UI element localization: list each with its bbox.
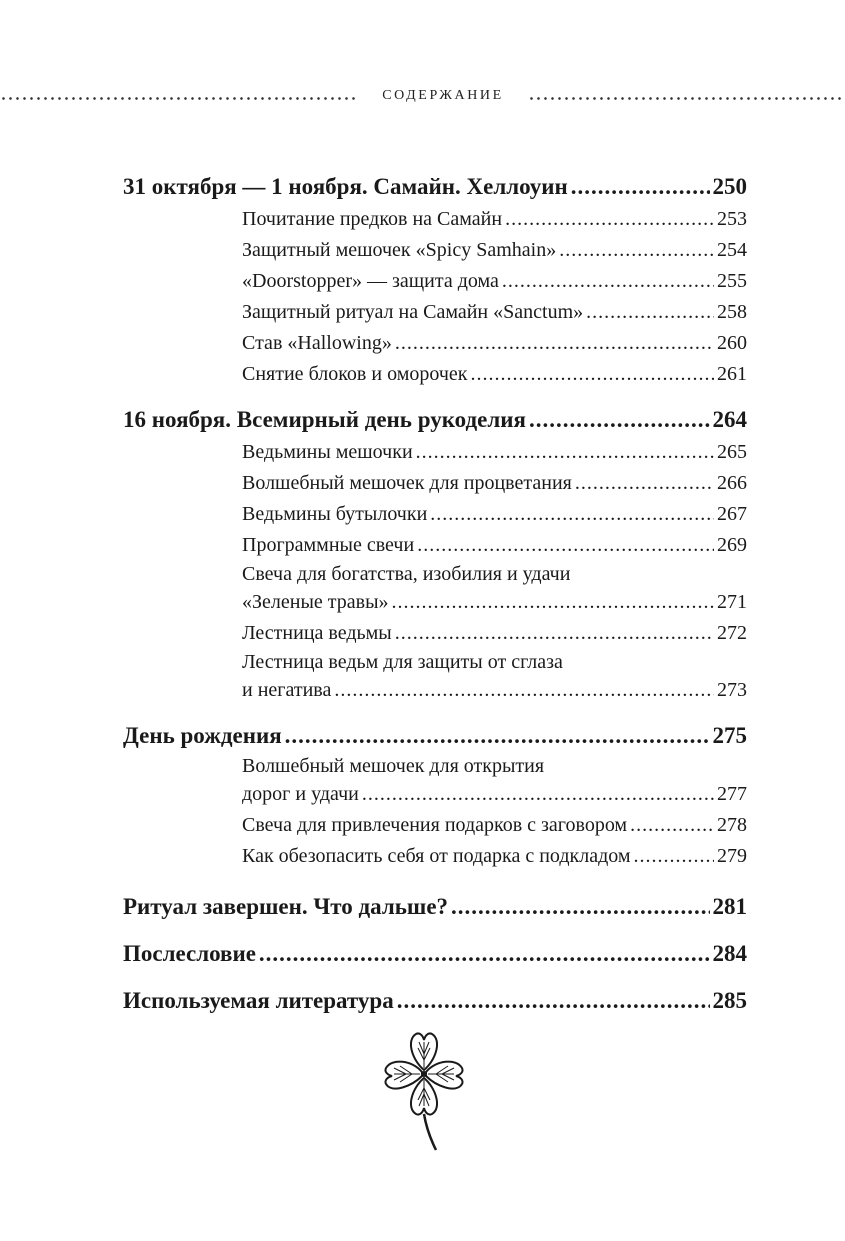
toc-entry-first-line xyxy=(242,753,747,779)
toc-page-number: 261 xyxy=(717,363,747,385)
toc-page-number: 266 xyxy=(717,472,747,494)
toc-entry[interactable] xyxy=(242,359,747,390)
toc-page-number: 253 xyxy=(717,208,747,230)
dot-leader xyxy=(430,499,714,530)
toc-entry-title-line1: Волшебный мешочек для открытия xyxy=(242,755,545,777)
toc-entry[interactable] xyxy=(242,675,747,706)
dot-leader xyxy=(395,618,714,649)
four-leaf-clover-icon xyxy=(382,1030,466,1156)
toc-entry[interactable] xyxy=(242,499,747,530)
dot-leader xyxy=(397,984,710,1018)
toc-entry[interactable] xyxy=(242,618,747,649)
dot-leader xyxy=(634,841,714,872)
toc-section-craft-day[interactable] xyxy=(123,403,747,437)
toc-page-number: 250 xyxy=(712,174,747,199)
table-of-contents xyxy=(123,170,747,1018)
toc-entry-title: Лестница ведьмы xyxy=(242,622,392,644)
toc-entry-title: Почитание предков на Самайн xyxy=(242,208,503,230)
toc-entry-title: Ведьмины мешочки xyxy=(242,441,413,463)
toc-page-number: 258 xyxy=(717,301,747,323)
toc-entry[interactable] xyxy=(242,235,747,266)
toc-entry[interactable] xyxy=(242,437,747,468)
toc-section-references[interactable] xyxy=(123,984,747,1018)
toc-section-birthday[interactable] xyxy=(123,719,747,753)
toc-entry-title: Снятие блоков и оморочек xyxy=(242,363,468,385)
dot-leader xyxy=(586,297,714,328)
toc-entry-title: Защитный ритуал на Самайн «Sanctum» xyxy=(242,301,584,323)
toc-entry[interactable] xyxy=(242,530,747,561)
dot-leader xyxy=(451,890,709,924)
running-header-title: СОДЕРЖАНИЕ xyxy=(382,88,504,103)
toc-page-number: 267 xyxy=(717,503,747,525)
toc-page-number: 273 xyxy=(717,679,747,701)
toc-page-number: 285 xyxy=(712,988,747,1013)
toc-section-title: 31 октября — 1 ноября. Самайн. Хеллоуин xyxy=(123,174,568,199)
dot-leader xyxy=(575,468,714,499)
toc-page-number: 278 xyxy=(717,814,747,836)
dot-leader xyxy=(362,779,714,810)
toc-page-number: 271 xyxy=(717,591,747,613)
toc-entry[interactable] xyxy=(242,779,747,810)
toc-section-title: Используемая литература xyxy=(123,988,394,1013)
toc-entry-title: Свеча для привлечения подарков с заговором xyxy=(242,814,628,836)
toc-entry[interactable] xyxy=(242,587,747,618)
toc-section-title: Ритуал завершен. Что дальше? xyxy=(123,894,449,919)
toc-section-samhain[interactable] xyxy=(123,170,747,204)
toc-page-number: 275 xyxy=(712,723,747,748)
toc-entry-title: Волшебный мешочек для процветания xyxy=(242,472,572,494)
toc-entry-title: Программные свечи xyxy=(242,534,415,556)
dot-leader xyxy=(529,403,710,437)
toc-entry[interactable] xyxy=(242,297,747,328)
toc-entry[interactable] xyxy=(242,266,747,297)
toc-page-number: 272 xyxy=(717,622,747,644)
toc-entry-title: дорог и удачи xyxy=(242,783,359,805)
dot-leader xyxy=(259,937,710,971)
toc-entry-title: Ведьмины бутылочки xyxy=(242,503,428,525)
dot-leader xyxy=(395,328,714,359)
header-dots-right xyxy=(528,97,845,100)
dot-leader xyxy=(417,530,714,561)
dot-leader xyxy=(392,587,714,618)
dot-leader xyxy=(470,359,714,390)
toc-entry-title-line1: Лестница ведьм для защиты от сглаза xyxy=(242,651,563,673)
running-header xyxy=(0,86,845,110)
toc-page-number: 284 xyxy=(712,941,747,966)
toc-entry[interactable] xyxy=(242,841,747,872)
toc-entry[interactable] xyxy=(242,328,747,359)
toc-section-title: 16 ноября. Всемирный день рукоделия xyxy=(123,407,526,432)
toc-section-title: Послесловие xyxy=(123,941,256,966)
toc-page-number: 277 xyxy=(717,783,747,805)
header-dots-left xyxy=(0,97,356,100)
dot-leader xyxy=(630,810,714,841)
toc-entry-title-line1: Свеча для богатства, изобилия и удачи xyxy=(242,563,571,585)
toc-entry-title: и негатива xyxy=(242,679,332,701)
toc-entry-title: Как обезопасить себя от подарка с подкладом xyxy=(242,845,631,867)
toc-entry[interactable] xyxy=(242,810,747,841)
toc-page-number: 265 xyxy=(717,441,747,463)
toc-entry-first-line xyxy=(242,561,747,587)
dot-leader xyxy=(502,266,714,297)
toc-entry-title: «Зеленые травы» xyxy=(242,591,389,613)
dot-leader xyxy=(505,204,714,235)
toc-entry[interactable] xyxy=(242,204,747,235)
toc-entry-title: Став «Hallowing» xyxy=(242,332,392,354)
toc-entry[interactable] xyxy=(242,468,747,499)
dot-leader xyxy=(571,170,710,204)
toc-entry-first-line xyxy=(242,649,747,675)
toc-page-number: 254 xyxy=(717,239,747,261)
dot-leader xyxy=(334,675,714,706)
dot-leader xyxy=(285,719,710,753)
toc-page-number: 281 xyxy=(712,894,747,919)
toc-section-title: День рождения xyxy=(123,723,282,748)
dot-leader xyxy=(559,235,714,266)
toc-section-after-ritual[interactable] xyxy=(123,890,747,924)
toc-page-number: 279 xyxy=(717,845,747,867)
dot-leader xyxy=(416,437,714,468)
toc-entry-title: Защитный мешочек «Spicy Samhain» xyxy=(242,239,557,261)
toc-page-number: 260 xyxy=(717,332,747,354)
toc-entry-title: «Doorstopper» — защита дома xyxy=(242,270,499,292)
toc-page-number: 269 xyxy=(717,534,747,556)
toc-page-number: 264 xyxy=(712,407,747,432)
toc-section-afterword[interactable] xyxy=(123,937,747,971)
toc-page-number: 255 xyxy=(717,270,747,292)
